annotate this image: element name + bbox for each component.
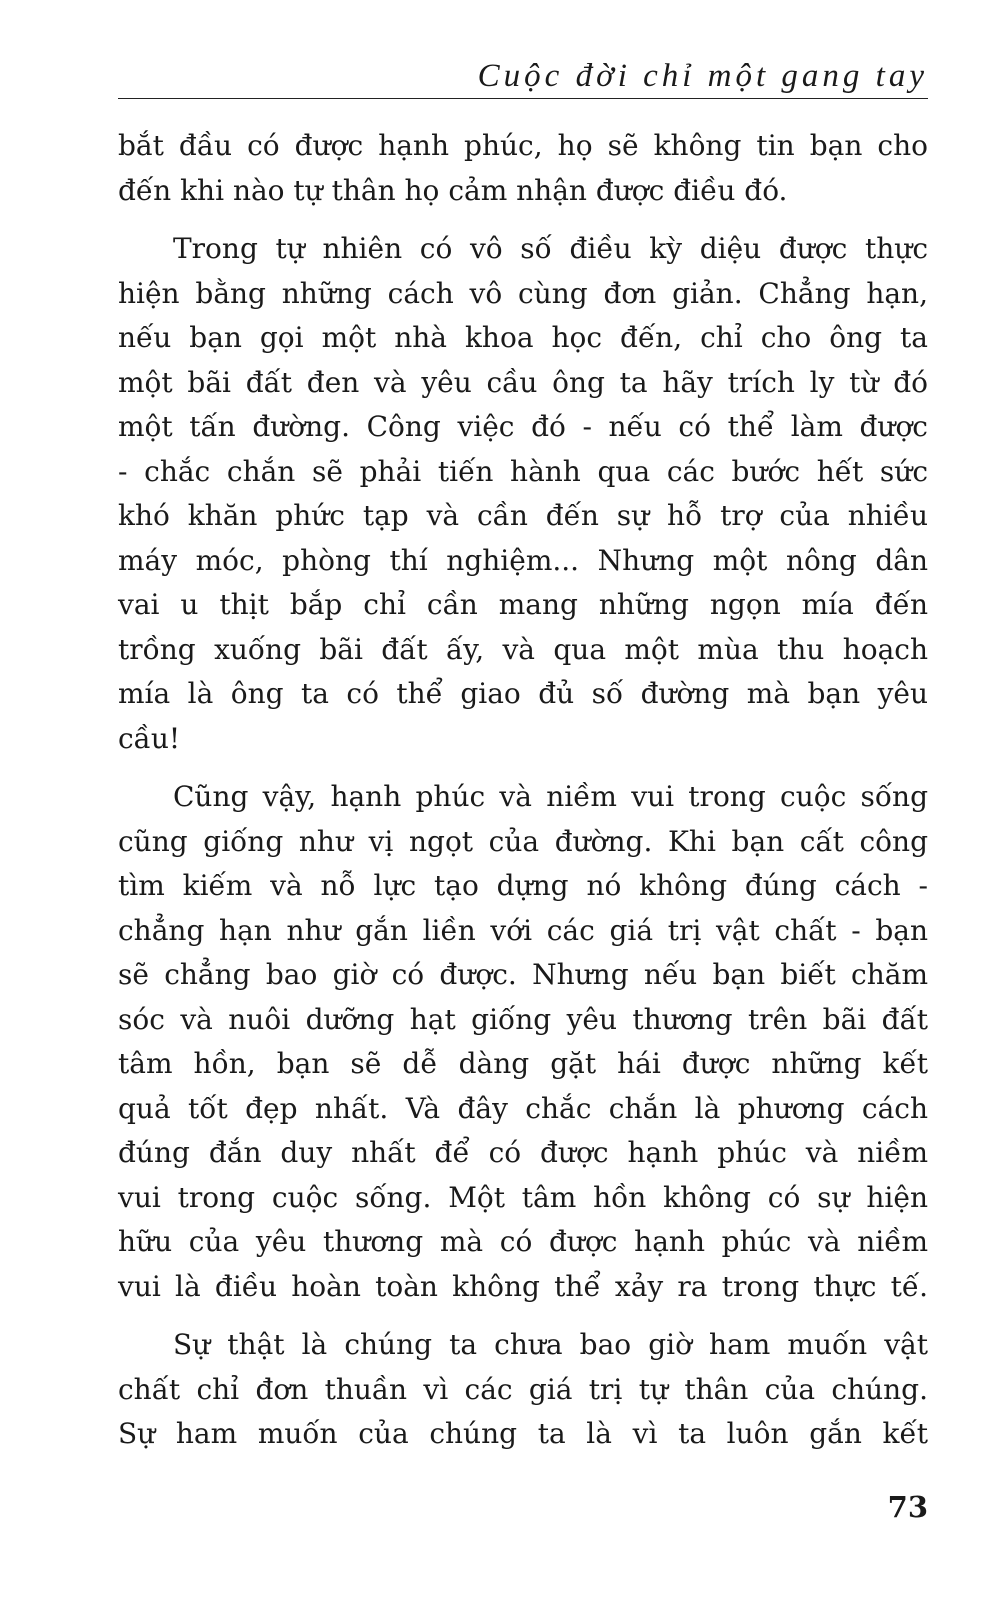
text-line: máy móc, phòng thí nghiệm... Nhưng một nông dân <box>118 543 928 577</box>
text-line: vui là điều hoàn toàn không thể xảy ra trong thực tế. <box>118 1269 928 1303</box>
text-line: vai u thịt bắp chỉ cần mang những ngọn mía đến <box>118 588 928 621</box>
text-line: chất chỉ đơn thuần vì các giá trị tự thân của chúng. <box>118 1372 928 1406</box>
text-line: vui trong cuộc sống. Một tâm hồn không có sự hiện <box>118 1180 928 1214</box>
text-line: sẽ chẳng bao giờ có được. Nhưng nếu bạn biết chăm <box>118 958 928 991</box>
text-line: quả tốt đẹp nhất. Và đây chắc chắn là phương cách <box>118 1091 928 1125</box>
book-title: Cuộc đời chỉ một gang tay <box>477 58 928 94</box>
text-line: một tấn đường. Công việc đó - nếu có thể làm được <box>118 410 928 443</box>
text-line: khó khăn phức tạp và cần đến sự hỗ trợ của nhiều <box>118 499 928 532</box>
text-line: một bãi đất đen và yêu cầu ông ta hãy trích ly từ đó <box>118 365 928 399</box>
paragraph-4 <box>118 1323 928 1457</box>
text-line: Trong tự nhiên có vô số điều kỳ diệu được thực <box>173 232 928 265</box>
page-number: 73 <box>887 1490 928 1524</box>
text-line: đến khi nào tự thân họ cảm nhận được điều đó. <box>118 173 788 207</box>
text-line: Sự thật là chúng ta chưa bao giờ ham muốn vật <box>173 1328 928 1361</box>
paragraph-3 <box>118 775 928 1309</box>
text-line: hữu của yêu thương mà có được hạnh phúc và niềm <box>118 1225 928 1258</box>
running-header <box>118 54 928 99</box>
text-line: hiện bằng những cách vô cùng đơn giản. Chẳng hạn, <box>118 276 928 310</box>
text-line: nếu bạn gọi một nhà khoa học đến, chỉ cho ông ta <box>118 321 928 354</box>
paragraph-1 <box>118 124 928 213</box>
text-line: tâm hồn, bạn sẽ dễ dàng gặt hái được những kết <box>118 1047 928 1080</box>
text-line: Cũng vậy, hạnh phúc và niềm vui trong cuộc sống <box>173 780 928 813</box>
text-line: trồng xuống bãi đất ấy, và qua một mùa thu hoạch <box>118 632 928 666</box>
body-text <box>118 124 928 1471</box>
text-line: tìm kiếm và nỗ lực tạo dựng nó không đúng cách - <box>118 869 928 902</box>
paragraph-2 <box>118 227 928 761</box>
text-line: bắt đầu có được hạnh phúc, họ sẽ không tin bạn cho <box>118 129 928 162</box>
text-line: cũng giống như vị ngọt của đường. Khi bạn cất công <box>118 824 928 858</box>
text-line: Sự ham muốn của chúng ta là vì ta luôn gắn kết <box>118 1417 928 1450</box>
text-line: đúng đắn duy nhất để có được hạnh phúc và niềm <box>118 1136 928 1169</box>
text-line: - chắc chắn sẽ phải tiến hành qua các bước hết sức <box>118 454 928 488</box>
text-line: sóc và nuôi dưỡng hạt giống yêu thương trên bãi đất <box>118 1002 928 1036</box>
text-line: mía là ông ta có thể giao đủ số đường mà bạn yêu <box>118 677 928 710</box>
text-line: chẳng hạn như gắn liền với các giá trị vật chất - bạn <box>118 913 928 947</box>
text-line: cầu! <box>118 721 181 755</box>
